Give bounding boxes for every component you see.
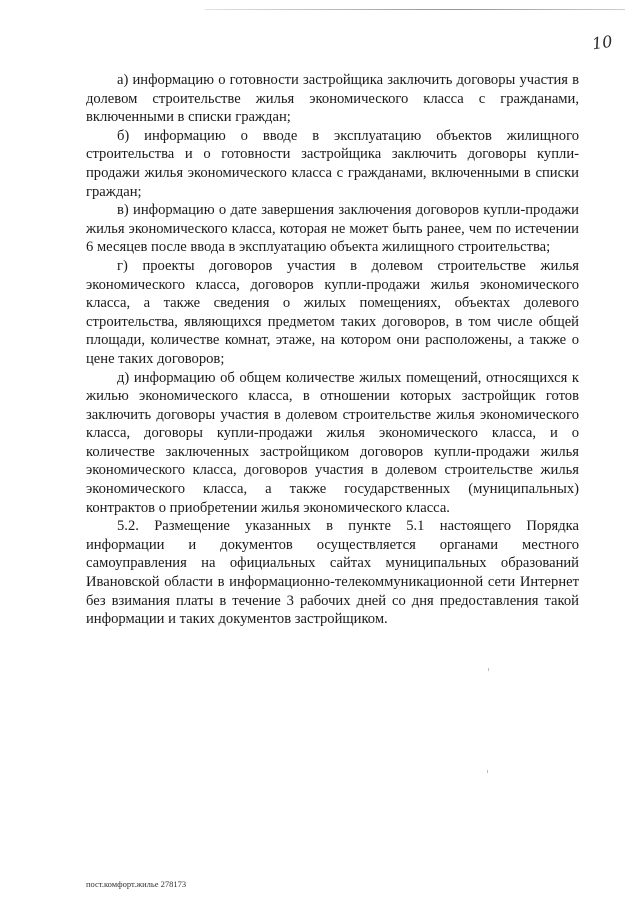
- document-body: [86, 71, 579, 629]
- paragraph-b: б) информацию о вводе в эксплуатацию объектов жилищного строительства и о готовности застройщика заключить договоры купли-продажи жилья экономического класса с гражданами, включенными в списки граждан;: [86, 127, 579, 200]
- scan-speck: [487, 770, 488, 773]
- paragraph-d: д) информацию об общем количестве жилых помещений, относящихся к жилью экономического класса, в отношении которых застройщик готов заключить договоры участия в долевом строительстве жилья экономического класса, договоры купли-продажи жилья экономического класса, и о количестве заключенных застройщиком договоров купли-продажи жилья экономического класса, договоров участия в долевом строительстве жилья экономического класса, а также государственных (муниципальных) контрактов о приобретении жилья экономического класса.: [86, 369, 579, 516]
- footer-doc-id: пост.комфорт.жилье 278173: [86, 879, 187, 889]
- scan-edge-line: [205, 9, 625, 10]
- paragraph-5-2: 5.2. Размещение указанных в пункте 5.1 настоящего Порядка информации и документов осуществляется органами местного самоуправления на официальных сайтах муниципальных образований Ивановской области в информационно-телекоммуникационной сети Интернет без взимания платы в течение 3 рабочих дней со дня предоставления такой информации и таких документов застройщиком.: [86, 518, 579, 628]
- paragraph-g: г) проекты договоров участия в долевом строительстве жилья экономического класса, договоров купли-продажи жилья экономического класса, а также сведения о жилых помещениях, объектах долевого строительства, являющихся предметом таких договоров, в том числе общей площади, количестве комнат, этаже, на котором они расположены, а также о цене таких договоров;: [86, 257, 579, 367]
- page-number: 10: [590, 31, 614, 54]
- scan-speck: [488, 668, 489, 671]
- paragraph-a: а) информацию о готовности застройщика заключить договоры участия в долевом строительстве жилья экономического класса с гражданами, включенными в списки граждан;: [86, 72, 579, 126]
- paragraph-v: в) информацию о дате завершения заключения договоров купли-продажи жилья экономического класса, которая не может быть ранее, чем по истечении 6 месяцев после ввода в эксплуатацию объекта жилищного строительства;: [86, 202, 579, 256]
